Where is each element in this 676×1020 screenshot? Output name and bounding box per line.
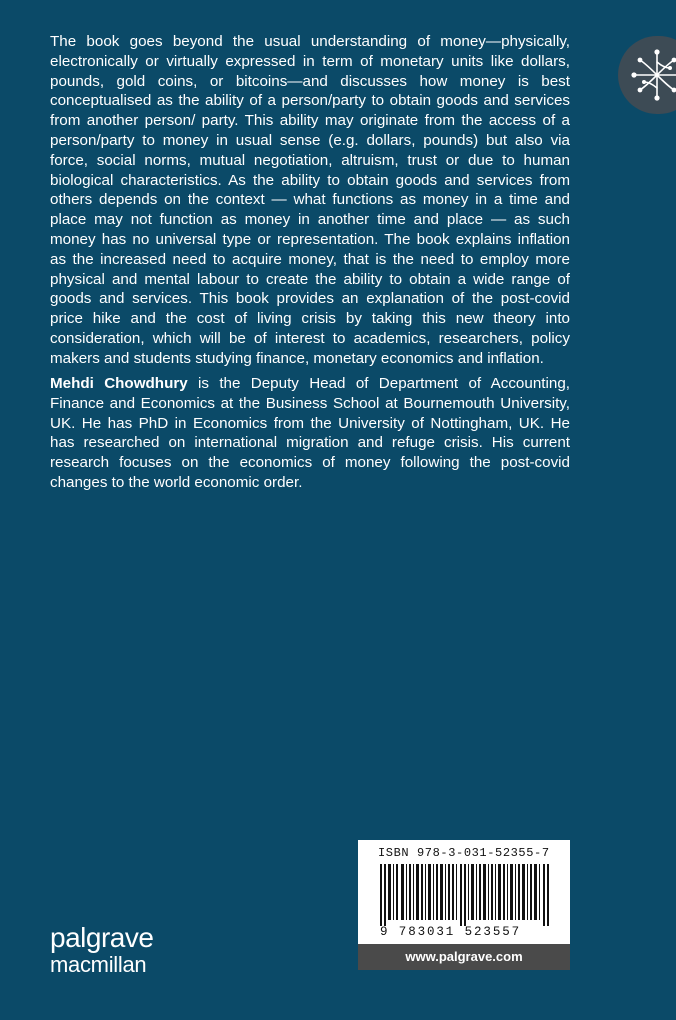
barcode-digits: 9 783031 523557 — [380, 925, 522, 939]
palgrave-macmillan-logo — [50, 924, 153, 978]
barcode-bars — [380, 864, 552, 926]
logo-line-macmillan: macmillan — [50, 952, 147, 977]
author-name: Mehdi Chowdhury — [50, 375, 188, 392]
publisher-url-band — [358, 944, 570, 970]
description-paragraph: The book goes beyond the usual understanding of money—physically, electronically or virtually expressed in term of monetary units like dollars, pounds, gold coins, or bitcoins—and discusses how money is best conceptualised as the ability of a person/party to obtain goods and services from another person/ party. This ability may originate from the access of a person/party to money in usual sense (e.g. dollars, pounds) but also via force, social norms, mutual negotiation, altruism, trust or due to human biological characteristics. As the ability to obtain goods and services from others depends on the context — what functions as money in a time and place may not function as money in another time and place — as such money has no universal type or representation. The book explains inflation as the increased need to acquire money, that is the need to employ more physical and mental labour to create the ability to obtain a wide range of goods and services. This book provides an explanation of the post-covid price hike and the cost of living crisis by taking this new theory into consideration, which will be of interest to academics, researchers, policy makers and students studying finance, monetary economics and inflation. — [50, 33, 570, 367]
isbn-label: ISBN 978-3-031-52355-7 — [378, 846, 550, 860]
palgrave-flower-icon — [618, 36, 676, 114]
author-bio — [50, 374, 570, 493]
publisher-url: www.palgrave.com — [405, 949, 523, 964]
author-bio-text: is the Deputy Head of Department of Accounting, Finance and Economics at the Business School at Bournemouth University, UK. He has PhD in Economics from the University of Nottingham, UK. He has researched on international migration and refuge crisis. His current research focuses on the economics of money following the post-covid changes to the world economic order. — [50, 375, 570, 491]
logo-line-palgrave: palgrave — [50, 922, 154, 953]
isbn-barcode — [358, 840, 570, 970]
